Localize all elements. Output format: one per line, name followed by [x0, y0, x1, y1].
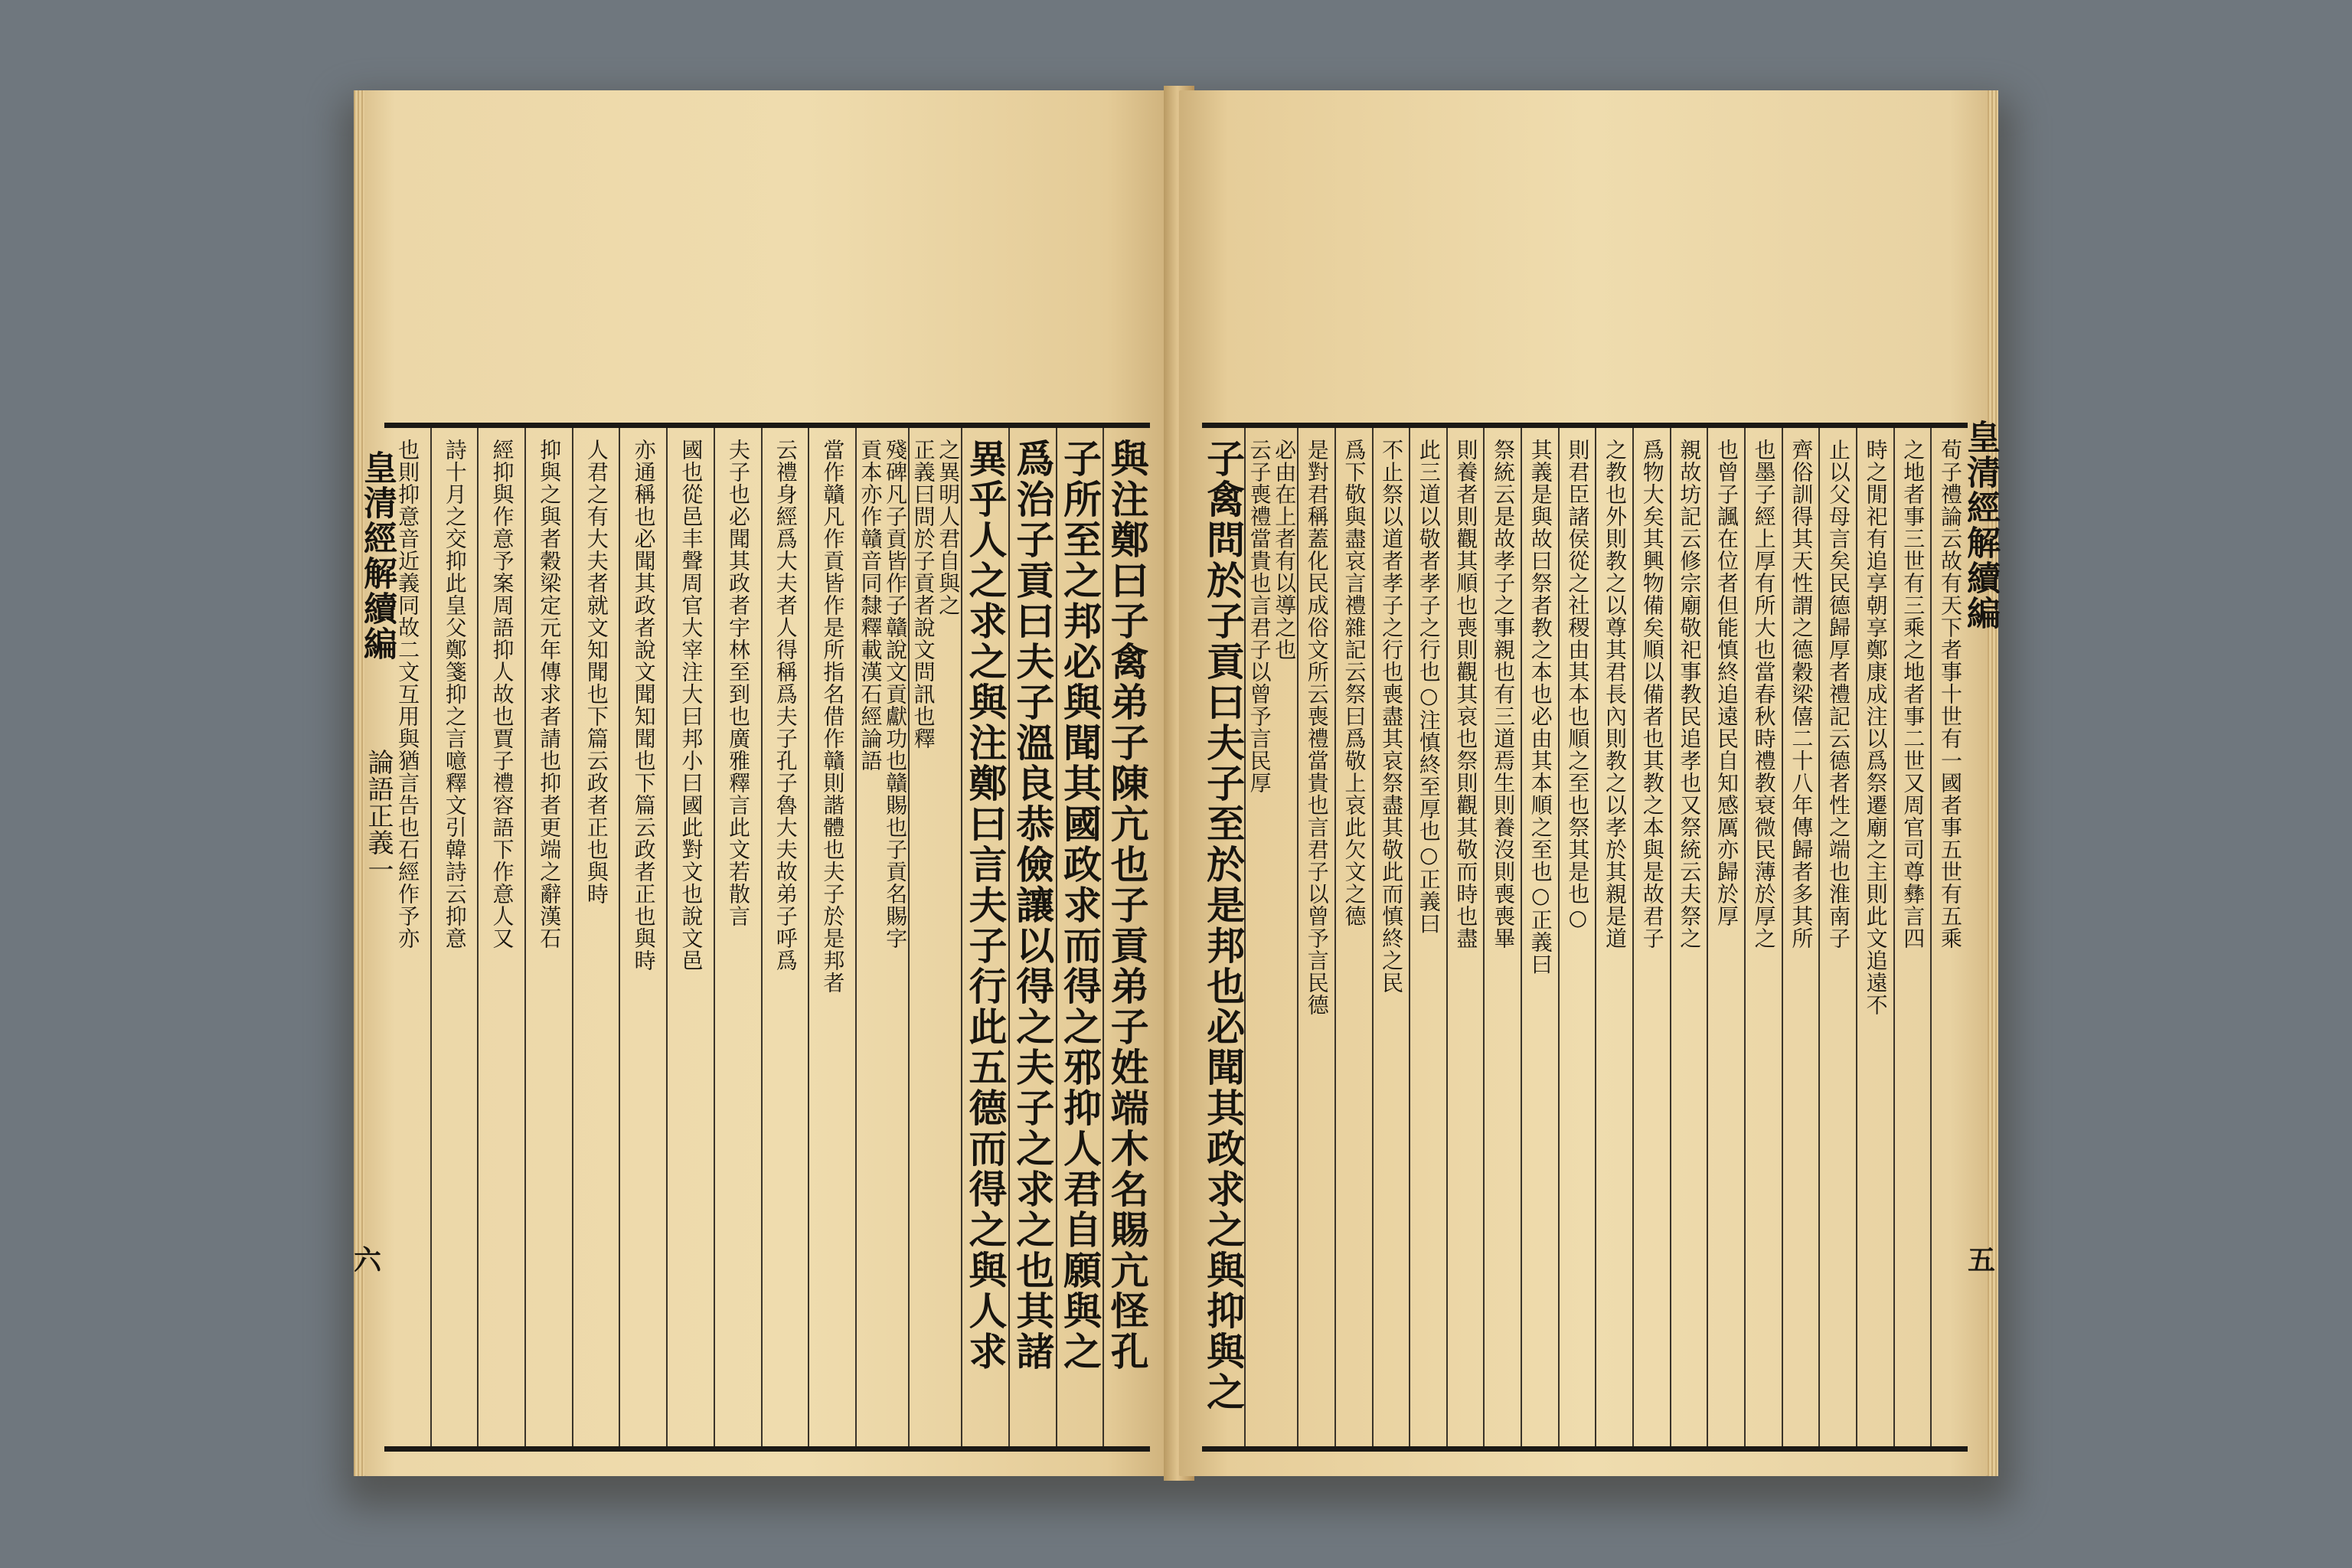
right-page-column [1707, 428, 1744, 1446]
text-line: 齊俗訓得其天性謂之德穀梁僖二十八年傳歸者多其所 [1788, 439, 1815, 949]
right-page-column [1244, 428, 1297, 1446]
left-page-column [619, 428, 666, 1446]
right-page-column [1670, 428, 1707, 1446]
text-line: 止以父母言矣民德歸厚者禮記云德者性之端也淮南子 [1825, 439, 1851, 949]
right-page-column [1893, 428, 1931, 1446]
text-line: 經抑與作意予案周語抑人故也賈子禮容語下作意人又 [489, 439, 515, 949]
left-page-number: 六 [354, 1244, 382, 1276]
right-page-column [1930, 428, 1968, 1446]
left-page-column [1102, 428, 1150, 1446]
text-line: 之異明人君自與之 [936, 439, 962, 616]
right-page-column [1632, 428, 1670, 1446]
right-page-column [1744, 428, 1782, 1446]
right-page-column [1334, 428, 1372, 1446]
right-page-column [1818, 428, 1856, 1446]
right-page-column [1202, 428, 1244, 1446]
text-line: 云禮身經爲大夫者人得稱爲夫子孔子魯大夫故弟子呼爲 [773, 439, 799, 972]
left-page-column [808, 428, 855, 1446]
right-text-frame [1202, 423, 1968, 1452]
text-line: 爲下敬與盡哀言禮雜記云祭曰爲敬上哀此欠文之德 [1341, 439, 1367, 927]
text-line: 夫子也必聞其政者宇林至到也廣雅釋言此文若散言 [726, 439, 752, 927]
right-columns [1202, 428, 1968, 1446]
right-page-column [1521, 428, 1558, 1446]
text-line: 子禽問於子貢曰夫子至於是邦也必聞其政求之與抑與之 [1200, 439, 1246, 1413]
left-page-column [761, 428, 808, 1446]
left-columns [384, 428, 1150, 1446]
text-line: 其義是與故曰祭者教之本也必由其本順之至也○正義曰 [1527, 439, 1553, 975]
text-line: 人君之有大夫者就文知聞也下篇云政者正也與時 [583, 439, 609, 905]
text-line: 也則抑意音近義同故二文互用與猶言告也石經作予亦 [395, 439, 421, 949]
text-line: 國也從邑丰聲周官大宰注大曰邦小曰國此對文也說文邑 [678, 439, 704, 972]
text-line: 荀子禮論云故有天下者事十世有一國者事五世有五乘 [1937, 439, 1963, 949]
left-page [354, 90, 1173, 1476]
text-line: 必由在上者有以導之也 [1272, 439, 1298, 661]
text-line: 貢本亦作贛音同隸釋載漢石經論語 [858, 439, 884, 772]
left-margin-subtitle: 論語正義一 [363, 749, 394, 883]
text-line: 祭統云是故孝子之事親也有三道焉生則養沒則喪喪畢 [1491, 439, 1517, 949]
left-page-column [714, 428, 761, 1446]
text-line: 則君臣諸侯從之社稷由其本也順之至也祭其是也○ [1565, 439, 1591, 931]
left-page-column [908, 428, 961, 1446]
left-page-column [1056, 428, 1103, 1446]
text-line: 之地者事三世有三乘之地者事二世又周官司尊彝言四 [1900, 439, 1926, 949]
text-line: 也曾子諷在位者但能慎終追遠民自知感厲亦歸於厚 [1714, 439, 1740, 927]
right-page-column [1483, 428, 1521, 1446]
right-page-column [1372, 428, 1410, 1446]
text-line: 時之閒祀有追享朝享鄭康成注以爲祭遷廟之主則此文追遠不 [1863, 439, 1889, 1016]
left-page-column [1008, 428, 1056, 1446]
text-line: 爲治子貢曰夫子溫良恭儉讓以得之夫子之求之也其諸 [1010, 439, 1056, 1372]
left-margin-title: 皇清經解續編 [358, 450, 397, 662]
right-page-column [1782, 428, 1819, 1446]
text-line: 不止祭以道者孝子之行也喪盡其哀祭盡其敬此而慎終之民 [1379, 439, 1405, 994]
left-page-column [384, 428, 430, 1446]
text-line: 是對君稱蓋化民成俗文所云喪禮當貴也言君子以曾予言民德 [1304, 439, 1330, 1016]
text-line: 則養者則觀其順也喪則觀其哀也祭則觀其敬而時也盡 [1453, 439, 1479, 949]
left-page-column [961, 428, 1008, 1446]
right-margin-title: 皇清經解續編 [1961, 420, 2000, 631]
text-line: 正義曰問於子貢者說文問訊也釋 [910, 439, 936, 750]
right-page-column [1446, 428, 1484, 1446]
left-page-column [572, 428, 619, 1446]
left-page-column [855, 428, 908, 1446]
text-line: 亦通稱也必聞其政者說文聞知聞也下篇云政者正也與時 [631, 439, 657, 972]
text-line: 也墨子經上厚有所大也當春秋時禮教衰微民薄於厚之 [1751, 439, 1777, 949]
left-page-column [477, 428, 524, 1446]
right-page-number: 五 [1967, 1244, 1995, 1276]
text-line: 此三道以敬者孝子之行也○注慎終至厚也○正義曰 [1416, 439, 1442, 935]
right-page-column [1297, 428, 1334, 1446]
right-page [1179, 90, 1998, 1476]
left-page-column [666, 428, 714, 1446]
text-line: 子所至之邦必與聞其國政求而得之邪抑人君自願與之 [1057, 439, 1102, 1372]
text-line: 殘碑凡子貢皆作子贛說文貢獻功也贛賜也子貢名賜字 [883, 439, 909, 949]
text-line: 之教也外則教之以尊其君長內則教之以孝於其親是道 [1602, 439, 1628, 949]
left-page-column [430, 428, 478, 1446]
right-page-column [1595, 428, 1632, 1446]
left-page-column [524, 428, 572, 1446]
text-line: 親故坊記云修宗廟敬祀事教民追孝也又祭統云夫祭之 [1677, 439, 1703, 949]
text-line: 云子喪禮當貴也言君子以曾予言民厚 [1246, 439, 1272, 794]
text-line: 當作贛凡作貢皆作是所指名借作贛則諧體也夫子於是邦者 [820, 439, 846, 994]
text-line: 詩十月之交抑此皇父鄭箋抑之言噫釋文引韓詩云抑意 [442, 439, 468, 949]
text-line: 與注鄭曰子禽弟子陳亢也子貢弟子姓端木名賜亢怪孔 [1104, 439, 1150, 1372]
text-line: 爲物大矣其興物備矣順以備者也其教之本與是故君子 [1639, 439, 1665, 949]
right-page-column [1409, 428, 1446, 1446]
text-line: 異乎人之求之與注鄭曰言夫子行此五德而得之與人求 [962, 439, 1008, 1372]
text-line: 抑與之與者穀梁定元年傳求者請也抑者更端之辭漢石 [537, 439, 563, 949]
right-page-column [1558, 428, 1596, 1446]
right-page-column [1856, 428, 1893, 1446]
left-text-frame [384, 423, 1150, 1452]
